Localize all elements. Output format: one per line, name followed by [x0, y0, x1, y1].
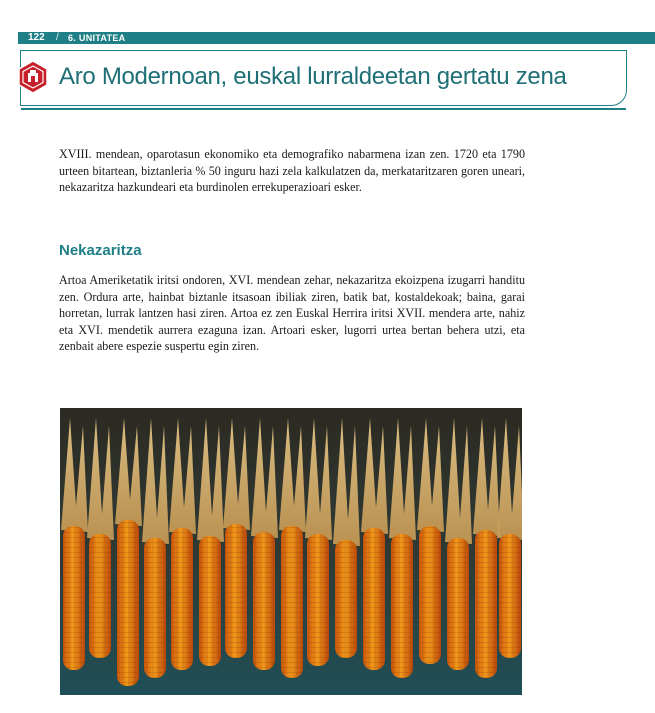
- agriculture-paragraph: Artoa Ameriketatik iritsi ondoren, XVI. mendean zehar, nekazaritza ekoizpena izugarri handitu zen. Ordura arte, hainbat biztanle itsasoan ibiliak ziren, batik bat, kostaldekoak; baina, garai horretan, lurrak lantzen hasi ziren. Artoa ez zen Euskal Herrira iritsi XVII. mendera arte, nahiz eta XVI. mendetik aurrera ezaguna izan. Artoari esker, lugorri urtea bertan behera utzi, eta zenbait abere espezie suspertu egin ziren.: [59, 273, 525, 354]
- unit-emblem-icon: [16, 60, 50, 94]
- corn-kernels: [335, 540, 357, 658]
- page-title: Aro Modernoan, euskal lurraldeetan gertatu zena: [59, 63, 567, 90]
- section-heading: Nekazaritza: [59, 242, 142, 259]
- unit-header-bar: [18, 32, 655, 44]
- title-box: [20, 50, 627, 106]
- corn-kernels: [391, 534, 413, 678]
- corn-kernels: [199, 536, 221, 666]
- header-separator: /: [56, 32, 59, 43]
- corn-kernels: [89, 534, 111, 658]
- corn-kernels: [281, 526, 303, 678]
- corn-kernels: [475, 530, 497, 678]
- title-underline: [21, 108, 626, 110]
- corn-kernels: [499, 534, 521, 658]
- corn-kernels: [144, 538, 166, 678]
- intro-paragraph: XVIII. mendean, oparotasun ekonomiko eta demografiko nabarmena izan zen. 1720 eta 1790 urteen bitartean, biztanleria % 50 inguru hazi zela kalkulatzen da, merkataritzaren goren uneari, nekazaritza hazkundeari eta burdinolen errekuperazioari esker.: [59, 147, 525, 195]
- corn-kernels: [253, 532, 275, 670]
- corn-cobs-photo: [60, 408, 522, 695]
- unit-label: 6. UNITATEA: [68, 33, 126, 43]
- corn-kernels: [117, 520, 139, 686]
- corn-kernels: [307, 534, 329, 666]
- corn-kernels: [419, 526, 441, 664]
- corn-kernels: [363, 528, 385, 670]
- corn-kernels: [225, 524, 247, 658]
- corn-kernels: [171, 528, 193, 670]
- corn-kernels: [447, 538, 469, 670]
- page-number: 122: [28, 32, 45, 43]
- corn-kernels: [63, 526, 85, 670]
